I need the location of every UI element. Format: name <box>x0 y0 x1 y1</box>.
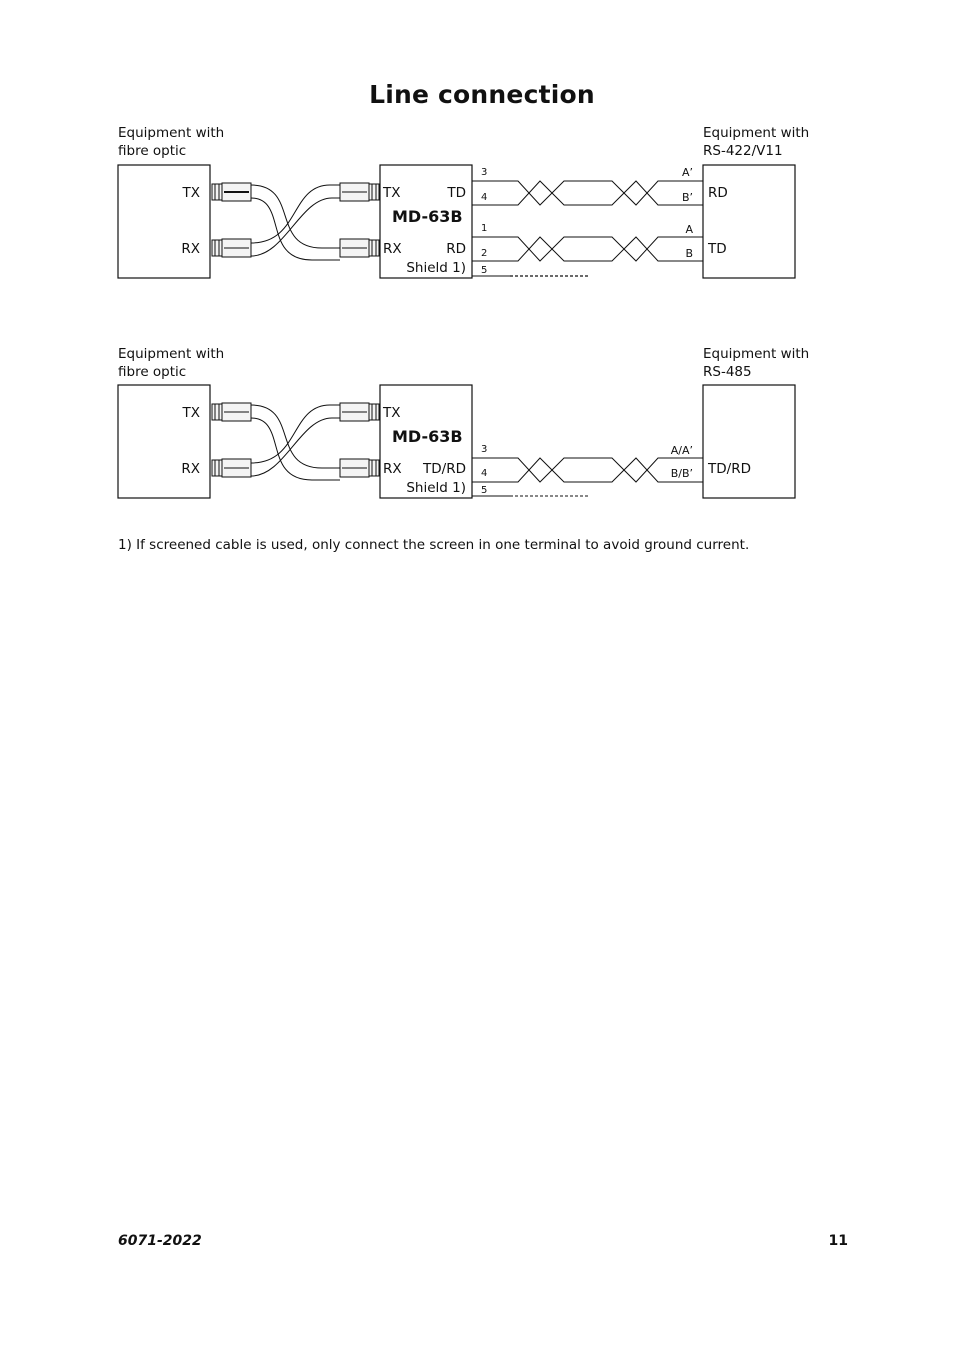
pin-4: 4 <box>481 468 488 479</box>
document-number: 6071-2022 <box>118 1233 202 1249</box>
fibre-cables <box>251 405 340 480</box>
page-title: Line connection <box>369 80 595 109</box>
rs485-equipment-box <box>703 385 795 498</box>
left-tx-label: TX <box>182 185 200 201</box>
signal-b-prime: B’ <box>681 191 693 204</box>
fibre-connectors <box>212 183 379 257</box>
right-tdrd-label: TD/RD <box>708 461 751 477</box>
device-tx-label: TX <box>383 185 401 201</box>
pin-3: 3 <box>481 167 488 178</box>
footnote: 1) If screened cable is used, only connect the screen in one terminal to avoid ground current. <box>118 537 750 553</box>
pin-5: 5 <box>481 485 488 496</box>
signal-a: A <box>685 223 693 236</box>
device-tdrd-label: TD/RD <box>423 461 466 477</box>
signal-b: B <box>685 247 693 260</box>
left-rx-label: RX <box>181 461 200 477</box>
right-rd-label: RD <box>708 185 728 201</box>
device-name: MD-63B <box>392 427 463 446</box>
twisted-pair <box>472 458 703 482</box>
fibre-connectors <box>212 403 379 477</box>
device-tx-label: TX <box>383 405 401 421</box>
fibre-equipment-box <box>118 165 210 278</box>
left-tx-label: TX <box>182 405 200 421</box>
pin-5: 5 <box>481 265 488 276</box>
left-equipment-label-line2: fibre optic <box>118 364 187 380</box>
signal-aa: A/A’ <box>670 444 693 457</box>
right-equipment-label-line2: RS-422/V11 <box>703 143 783 159</box>
signal-bb: B/B’ <box>670 467 693 480</box>
pin-2: 2 <box>481 248 488 259</box>
device-rx-label: RX <box>383 241 402 257</box>
device-td-label: TD <box>447 185 466 201</box>
twisted-pair-1 <box>472 181 703 205</box>
right-equipment-label-line1: Equipment with <box>703 125 810 141</box>
left-equipment-label-line2: fibre optic <box>118 143 187 159</box>
device-name: MD-63B <box>392 207 463 226</box>
diagram-rs485 <box>0 340 954 510</box>
fibre-equipment-box <box>118 385 210 498</box>
pin-1: 1 <box>481 223 488 234</box>
pin-3: 3 <box>481 444 488 455</box>
twisted-pair-2 <box>472 237 703 261</box>
left-rx-label: RX <box>181 241 200 257</box>
shield-label: Shield 1) <box>406 480 466 496</box>
diagram-rs422 <box>0 120 954 290</box>
rs422-equipment-box <box>703 165 795 278</box>
page-number: 11 <box>828 1233 848 1249</box>
right-td-label: TD <box>708 241 727 257</box>
left-equipment-label-line1: Equipment with <box>118 125 225 141</box>
device-rd-label: RD <box>446 241 466 257</box>
pin-4: 4 <box>481 192 488 203</box>
right-equipment-label-line1: Equipment with <box>703 346 810 362</box>
right-equipment-label-line2: RS-485 <box>703 364 752 380</box>
left-equipment-label-line1: Equipment with <box>118 346 225 362</box>
signal-a-prime: A’ <box>681 166 693 179</box>
fibre-cables <box>251 185 340 260</box>
device-rx-label: RX <box>383 461 402 477</box>
shield-label: Shield 1) <box>406 260 466 276</box>
